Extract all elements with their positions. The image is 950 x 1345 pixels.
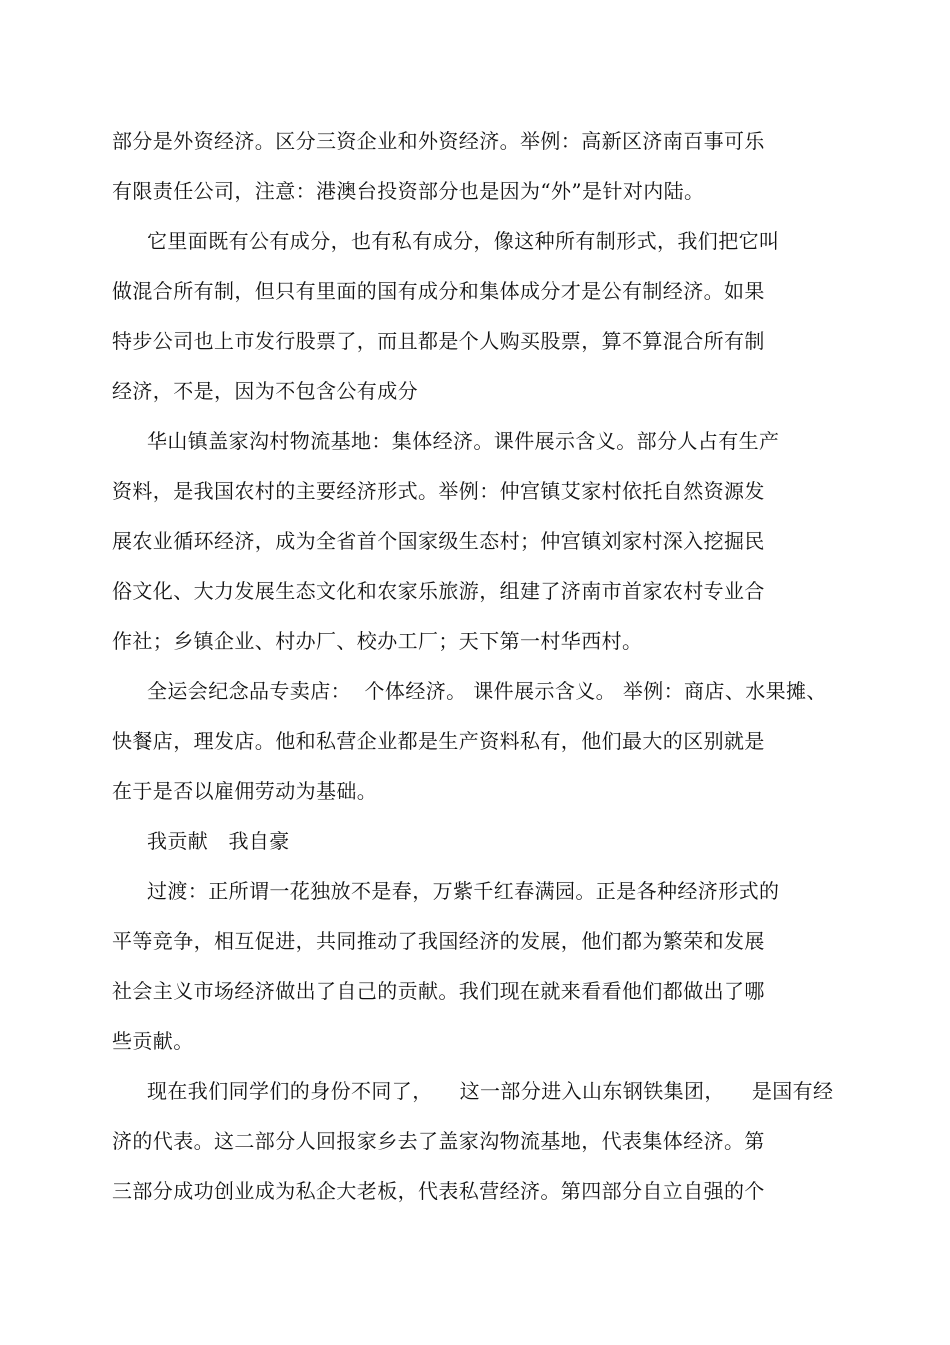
text-line: 在于是否以雇佣劳动为基础。 — [112, 779, 378, 803]
section-heading: 我贡献 我自豪 — [147, 829, 290, 853]
text-line: 济的代表。这二部分人回报家乡去了盖家沟物流基地，代表集体经济。第 — [112, 1129, 765, 1153]
text-line: 有限责任公司，注意：港澳台投资部分也是因为“外”是针对内陆。 — [112, 179, 705, 203]
text-line: 三部分成功创业成为私企大老板，代表私营经济。第四部分自立自强的个 — [112, 1179, 765, 1203]
text-line: 华山镇盖家沟村物流基地：集体经济。课件展示含义。部分人占有生产 — [147, 429, 780, 453]
text-line: 做混合所有制，但只有里面的国有成分和集体成分才是公有制经济。如果 — [112, 279, 765, 303]
text-line: 它里面既有公有成分，也有私有成分，像这种所有制形式，我们把它叫 — [147, 229, 780, 253]
text-line: 快餐店，理发店。他和私营企业都是生产资料私有，他们最大的区别就是 — [112, 729, 765, 753]
text-line: 资料，是我国农村的主要经济形式。举例：仲宫镇艾家村依托自然资源发 — [112, 479, 765, 503]
text-line: 作社；乡镇企业、村办厂、校办工厂；天下第一村华西村。 — [112, 629, 643, 653]
text-line: 经济，不是，因为不包含公有成分 — [112, 379, 418, 403]
text-line: 过渡：正所谓一花独放不是春，万紫千红春满园。正是各种经济形式的 — [147, 879, 780, 903]
text-line: 部分是外资经济。区分三资企业和外资经济。举例：高新区济南百事可乐 — [112, 129, 765, 153]
text-line: 平等竞争，相互促进，共同推动了我国经济的发展，他们都为繁荣和发展 — [112, 929, 765, 953]
text-line: 社会主义市场经济做出了自己的贡献。我们现在就来看看他们都做出了哪 — [112, 979, 765, 1003]
text-line: 些贡献。 — [112, 1029, 194, 1053]
text-line: 俗文化、大力发展生态文化和农家乐旅游，组建了济南市首家农村专业合 — [112, 579, 765, 603]
text-line: 现在我们同学们的身份不同了， 这一部分进入山东钢铁集团， 是国有经 — [147, 1079, 834, 1103]
text-line: 特步公司也上市发行股票了，而且都是个人购买股票，算不算混合所有制 — [112, 329, 765, 353]
text-line: 展农业循环经济，成为全省首个国家级生态村；仲宫镇刘家村深入挖掘民 — [112, 529, 765, 553]
text-line: 全运会纪念品专卖店： 个体经济。 课件展示含义。 举例：商店、水果摊、 — [147, 679, 827, 703]
